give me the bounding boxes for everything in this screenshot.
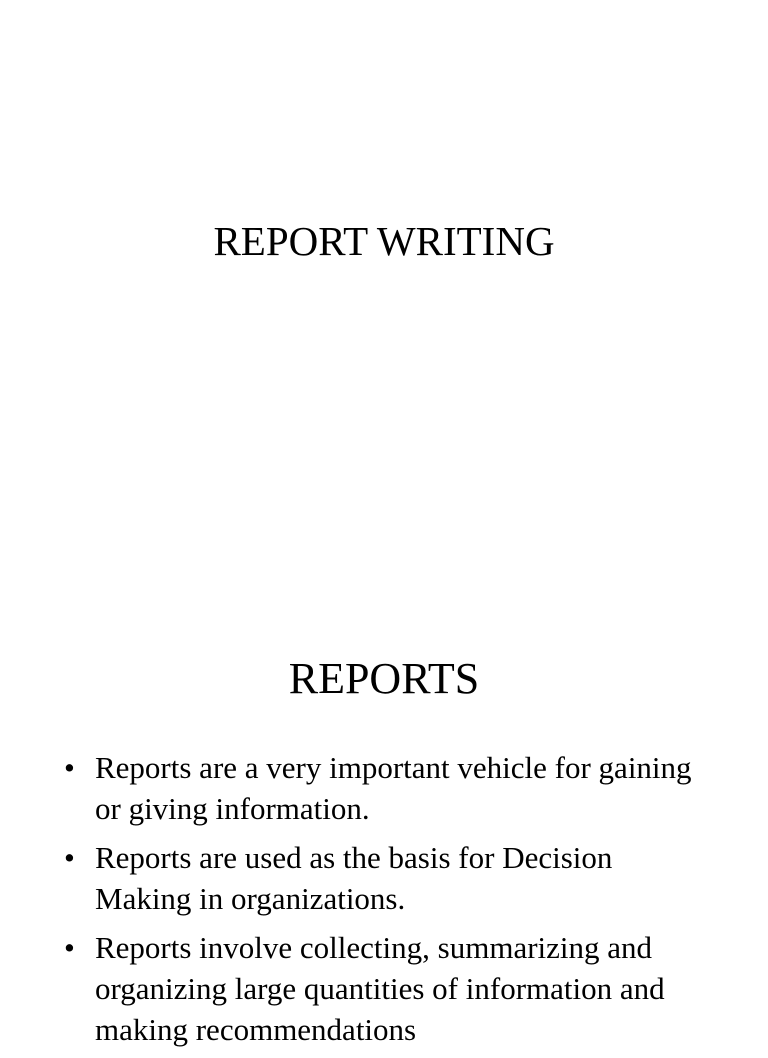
bullet-icon: • [64,930,75,965]
slide-title: REPORT WRITING [213,218,555,264]
bullet-icon: • [64,840,75,875]
list-item [60,927,700,1050]
bullet-icon: • [64,750,75,785]
bullet-text: Reports involve collecting, summarizing and organizing large quantities of information and making recommendations [95,930,665,1047]
list-item [60,747,700,829]
section-heading: REPORTS [288,654,480,703]
list-item [60,837,700,919]
bullet-text: Reports are a very important vehicle for gaining or giving information. [95,750,692,826]
bullet-text: Reports are used as the basis for Decision Making in organizations. [95,840,613,916]
bullet-list [60,747,700,1058]
